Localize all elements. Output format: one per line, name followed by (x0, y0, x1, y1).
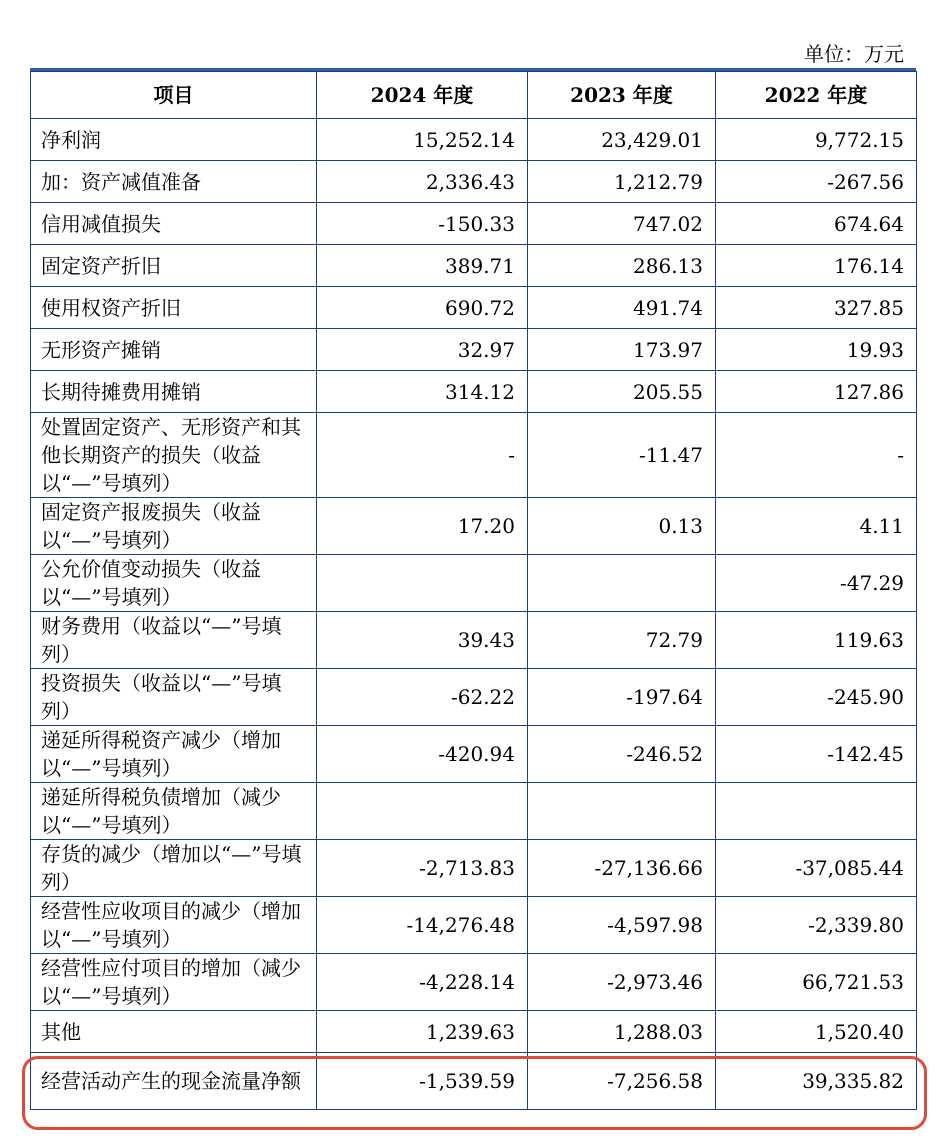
row-label: 公允价值变动损失（收益以“—”号填列） (31, 555, 317, 612)
table-row (31, 329, 917, 371)
cash-flow-table (30, 71, 917, 1110)
value-2022: 9,772.15 (716, 119, 917, 161)
table-header-row (31, 72, 917, 119)
value-2024: -62.22 (317, 669, 528, 726)
cash-flow-table-container (30, 68, 916, 1110)
value-2022: -245.90 (716, 669, 917, 726)
table-row (31, 371, 917, 413)
value-2022: 4.11 (716, 498, 917, 555)
table-row (31, 161, 917, 203)
value-2022: -37,085.44 (716, 840, 917, 897)
value-2024: -4,228.14 (317, 954, 528, 1011)
value-2023: 1,212.79 (528, 161, 716, 203)
table-row (31, 498, 917, 555)
value-2022: -2,339.80 (716, 897, 917, 954)
value-2023 (528, 555, 716, 612)
highlight-box (22, 1056, 927, 1130)
header-2023: 2023 年度 (528, 72, 716, 119)
value-2024: 17.20 (317, 498, 528, 555)
value-2023: -11.47 (528, 413, 716, 498)
value-2022 (716, 783, 917, 840)
value-2024 (317, 783, 528, 840)
value-2023: 1,288.03 (528, 1011, 716, 1053)
row-label: 存货的减少（增加以“—”号填列） (31, 840, 317, 897)
table-row (31, 783, 917, 840)
row-label: 经营性应收项目的减少（增加以“—”号填列） (31, 897, 317, 954)
table-row (31, 669, 917, 726)
value-2022: 66,721.53 (716, 954, 917, 1011)
row-label: 净利润 (31, 119, 317, 161)
header-2024: 2024 年度 (317, 72, 528, 119)
row-label: 经营活动产生的现金流量净额 (31, 1053, 317, 1110)
table-row (31, 726, 917, 783)
value-2023: -4,597.98 (528, 897, 716, 954)
row-label: 处置固定资产、无形资产和其他长期资产的损失（收益以“—”号填列） (31, 413, 317, 498)
value-2024: 2,336.43 (317, 161, 528, 203)
table-row (31, 897, 917, 954)
value-2024: 39.43 (317, 612, 528, 669)
row-label: 投资损失（收益以“—”号填列） (31, 669, 317, 726)
value-2023: 23,429.01 (528, 119, 716, 161)
value-2024: 690.72 (317, 287, 528, 329)
table-row (31, 555, 917, 612)
value-2023: 286.13 (528, 245, 716, 287)
row-label: 财务费用（收益以“—”号填列） (31, 612, 317, 669)
value-2024: -1,539.59 (317, 1053, 528, 1110)
value-2023: 0.13 (528, 498, 716, 555)
unit-label: 单位：万元 (804, 42, 904, 66)
header-2022: 2022 年度 (716, 72, 917, 119)
value-2024: -420.94 (317, 726, 528, 783)
value-2024: 389.71 (317, 245, 528, 287)
value-2023: 72.79 (528, 612, 716, 669)
row-label: 加：资产减值准备 (31, 161, 317, 203)
value-2023: -7,256.58 (528, 1053, 716, 1110)
row-label: 递延所得税负债增加（减少以“—”号填列） (31, 783, 317, 840)
table-row (31, 203, 917, 245)
value-2024: 15,252.14 (317, 119, 528, 161)
row-label: 经营性应付项目的增加（减少以“—”号填列） (31, 954, 317, 1011)
value-2023: 747.02 (528, 203, 716, 245)
value-2023 (528, 783, 716, 840)
value-2023: -27,136.66 (528, 840, 716, 897)
header-item: 项目 (31, 72, 317, 119)
value-2023: -197.64 (528, 669, 716, 726)
value-2023: -246.52 (528, 726, 716, 783)
value-2022: 19.93 (716, 329, 917, 371)
value-2022: - (716, 413, 917, 498)
value-2023: 491.74 (528, 287, 716, 329)
value-2024: 314.12 (317, 371, 528, 413)
value-2022: 176.14 (716, 245, 917, 287)
value-2024: 1,239.63 (317, 1011, 528, 1053)
value-2024: - (317, 413, 528, 498)
value-2022: 39,335.82 (716, 1053, 917, 1110)
value-2022: 1,520.40 (716, 1011, 917, 1053)
table-row (31, 119, 917, 161)
value-2024: -2,713.83 (317, 840, 528, 897)
table-row (31, 287, 917, 329)
table-row (31, 954, 917, 1011)
table-row (31, 612, 917, 669)
row-label: 使用权资产折旧 (31, 287, 317, 329)
row-label: 固定资产折旧 (31, 245, 317, 287)
row-label: 递延所得税资产减少（增加以“—”号填列） (31, 726, 317, 783)
value-2022: -47.29 (716, 555, 917, 612)
value-2023: 173.97 (528, 329, 716, 371)
table-row (31, 840, 917, 897)
table-row (31, 413, 917, 498)
value-2023: -2,973.46 (528, 954, 716, 1011)
row-label: 信用减值损失 (31, 203, 317, 245)
value-2022: 127.86 (716, 371, 917, 413)
row-label: 长期待摊费用摊销 (31, 371, 317, 413)
row-label: 无形资产摊销 (31, 329, 317, 371)
value-2024: 32.97 (317, 329, 528, 371)
table-row (31, 1011, 917, 1053)
row-label: 固定资产报废损失（收益以“—”号填列） (31, 498, 317, 555)
value-2022: 327.85 (716, 287, 917, 329)
value-2022: -142.45 (716, 726, 917, 783)
value-2024 (317, 555, 528, 612)
value-2023: 205.55 (528, 371, 716, 413)
value-2022: 674.64 (716, 203, 917, 245)
value-2024: -14,276.48 (317, 897, 528, 954)
row-label: 其他 (31, 1011, 317, 1053)
value-2022: -267.56 (716, 161, 917, 203)
value-2024: -150.33 (317, 203, 528, 245)
value-2022: 119.63 (716, 612, 917, 669)
table-row (31, 245, 917, 287)
